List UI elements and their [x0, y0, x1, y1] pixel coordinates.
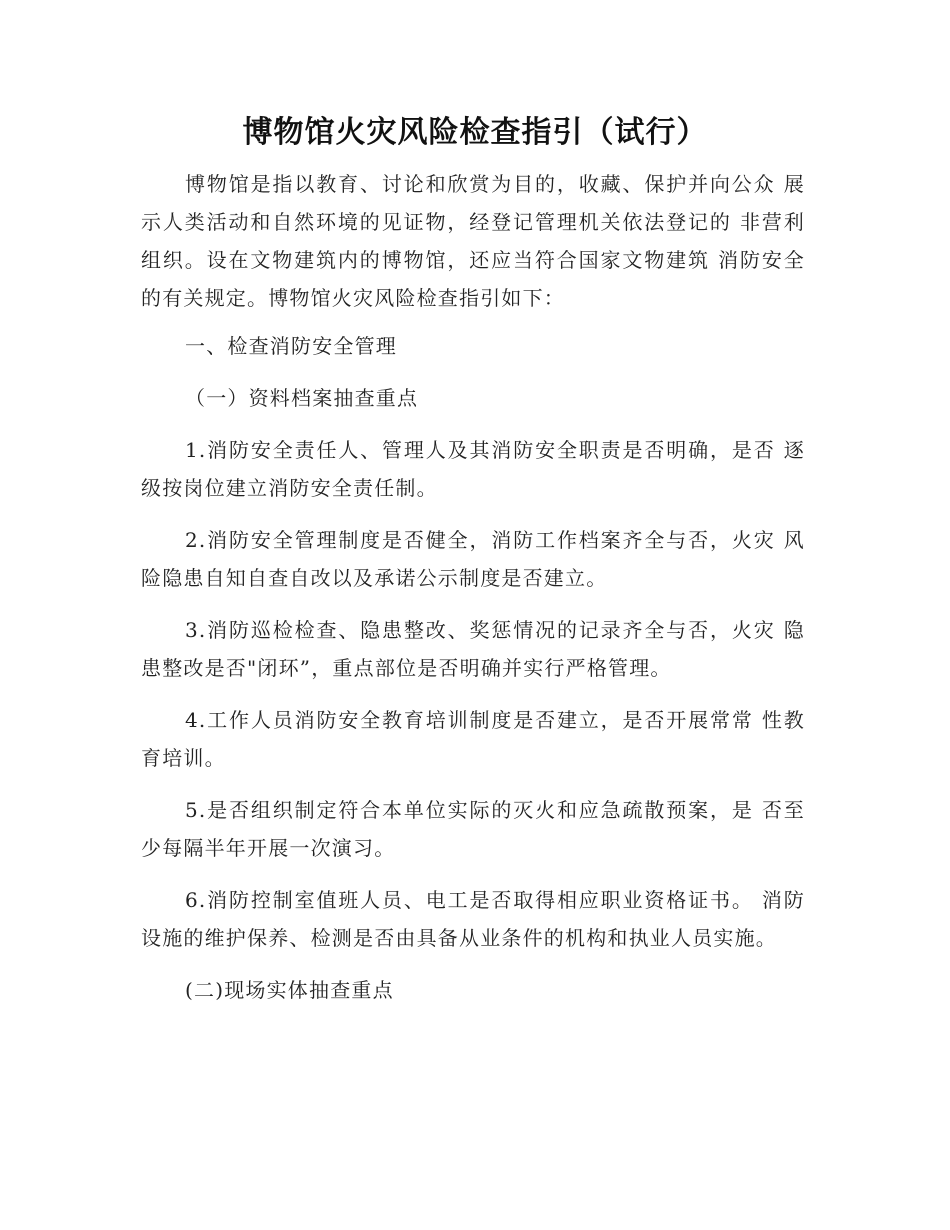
subsection-heading: (二)现场实体抽查重点 [185, 978, 394, 1002]
checklist-item: 6.消防控制室值班人员、电工是否取得相应职业资格证书。 消防设施的维护保养、检测是否由具备从业条件的机构和执业人员实施。 [141, 888, 805, 950]
document-title: 博物馆火灾风险检查指引（试行） [242, 115, 708, 150]
checklist-item: 3.消防巡检检查、隐患整改、奖惩情况的记录齐全与否，火灾 隐患整改是否"闭环”，重点部位是否明确并实行严格管理。 [141, 618, 805, 680]
section-heading: 一、检查消防安全管理 [185, 334, 397, 358]
checklist-item: 5.是否组织制定符合本单位实际的灭火和应急疏散预案，是 否至少每隔半年开展一次演习。 [141, 798, 805, 860]
intro-paragraph: 博物馆是指以教育、讨论和欣赏为目的，收藏、保护并向公众 展示人类活动和自然环境的见证物，经登记管理机关依法登记的 非营利组织。设在文物建筑内的博物馆，还应当符合国家文物建筑 消防安全的有关规定。博物馆火灾风险检查指引如下： [141, 172, 805, 310]
subsection-heading: （一）资料档案抽查重点 [185, 386, 419, 410]
checklist-item: 2.消防安全管理制度是否健全，消防工作档案齐全与否，火灾 风险隐患自知自查自改以及承诺公示制度是否建立。 [141, 528, 805, 590]
checklist-item: 1.消防安全责任人、管理人及其消防安全职责是否明确，是否 逐级按岗位建立消防安全责任制。 [141, 438, 805, 500]
checklist-item: 4.工作人员消防安全教育培训制度是否建立，是否开展常常 性教育培训。 [141, 708, 805, 770]
